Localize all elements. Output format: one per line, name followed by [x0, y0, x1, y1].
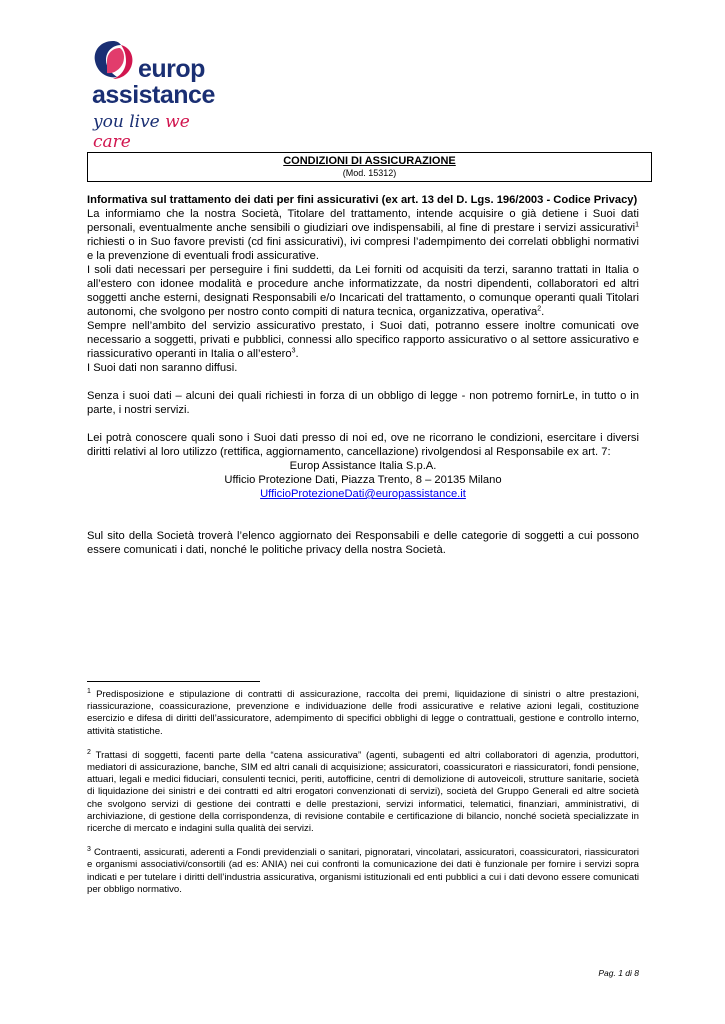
footnote-3-text: Contraenti, assicurati, aderenti a Fondi previdenziali o sanitari, pignoratari, vincolatari, assicuratori, coassicuratori, riassicuratori e organismi associativi/consortili (ad es: ANIA) nei cui confronti la comunicazione dei dati è funzionale per fornire i servizi sopra indicati e per tutelare i diritti dell’industria assicurativa, organismi istituzionali ed enti pubblici a cui i dati devono essere comunicati per obbligo normativo. [87, 847, 639, 895]
paragraph-4: I Suoi dati non saranno diffusi. [87, 362, 238, 374]
company-logo [88, 38, 218, 152]
footnote-1 [87, 689, 639, 738]
paragraph-6: Lei potrà conoscere quali sono i Suoi dati presso di noi ed, ove ne ricorrano le condizioni, esercitare i diversi diritti relativi al loro utilizzo (rettifica, aggiornamento, cancellazione) rivolgendosi al Responsabile ex art. 7: [87, 432, 639, 458]
footnote-2-text: Trattasi di soggetti, facenti parte della “catena assicurativa” (agenti, subagenti ed altri collaboratori di agenzia, produttori, mediatori di assicurazione, banche, SIM ed altri canali di acquisizione; assicuratori, coassicuratori e riassicuratori, fondi pensione, attuari, legali e medici fiduciari, consulenti tecnici, periti, autofficine, centri di demolizione di autoveicoli, strutture sanitarie, società di liquidazione dei sinistri e dei contratti ed altri erogatori convenzionati di servizi), società del Gruppo Generali ed altre società che svolgono servizi di gestione dei contratti e delle prestazioni, servizi informatici, telematici, finanziari, amministrativi, di archiviazione, di gestione della corrispondenza, di revisione contabile e certificazione di bilancio, nonché società specializzate in ricerche di mercato e indagini sulla qualità dei servizi. [87, 749, 639, 835]
paragraph-1 [87, 207, 639, 263]
footnotes [87, 689, 639, 908]
document-model-code: (Mod. 15312) [342, 168, 397, 178]
paragraph-2 [87, 263, 639, 319]
email-link[interactable]: UfficioProtezioneDati@europassistance.it [260, 488, 466, 500]
email-paragraph [87, 487, 639, 501]
page-number: Pag. 1 di 8 [598, 968, 639, 978]
paragraph-3-text-b: . [295, 348, 299, 360]
footnote-2-number: 2 [87, 748, 91, 756]
footnote-ref-2: 2 [537, 305, 542, 313]
main-content [87, 193, 639, 557]
footnote-1-number: 1 [87, 687, 91, 695]
paragraph-3-text-a: Sempre nell’ambito del servizio assicurativo prestato, i Suoi dati, potranno essere inoltre comunicati ove necessario a soggetti, privati e pubblici, connessi allo specifico rapporto assicurativo o al settore assicurativo e riassicurativo operanti in Italia o all’estero [87, 320, 639, 360]
document-title: CONDIZIONI DI ASSICURAZIONE [283, 155, 456, 167]
logo-emblem-icon [91, 39, 135, 85]
paragraph-2-text-b: . [541, 306, 545, 318]
footnote-separator [87, 681, 260, 682]
paragraph-5: Senza i suoi dati – alcuni dei quali richiesti in forza di un obbligo di legge - non potremo fornirLe, in tutto o in parte, i nostri servizi. [87, 390, 639, 416]
footnote-ref-3: 3 [291, 347, 296, 355]
paragraph-1-text-b: richiesti o in Suo favore previsti (cd fini assicurativi), ivi compresi l’adempimento dei correlati obblighi normativi e la prevenzione di eventuali frodi assicurative. [87, 236, 639, 262]
footnote-3-number: 3 [87, 846, 91, 854]
logo-tagline [93, 112, 218, 152]
footnote-1-text: Predisposizione e stipulazione di contratti di assicurazione, raccolta dei premi, liquidazione di sinistri o altre prestazioni, riassicurazione, coassicurazione, prevenzione e individuazione delle frodi assicurative e relative azioni legali, costituzione esercizio e difesa di diritti dell’assicuratore, adempimento di specifici obblighi di legge o contrattuali, gestione e controllo interno, attività statistiche. [87, 689, 639, 737]
footnote-3 [87, 847, 639, 896]
footnote-2 [87, 750, 639, 835]
section-heading: Informativa sul trattamento dei dati per fini assicurativi (ex art. 13 del D. Lgs. 196/2003 - Codice Privacy) [87, 194, 638, 206]
address-company: Europ Assistance Italia S.p.A. [289, 460, 437, 472]
tagline-part-b: we care [93, 112, 190, 152]
tagline-part-a: you live [93, 112, 166, 132]
footnote-ref-1: 1 [635, 221, 639, 229]
paragraph-7: Sul sito della Società troverà l’elenco aggiornato dei Responsabili e delle categorie di soggetti a cui possono essere comunicati i dati, nonché le politiche privacy della nostra Società. [87, 530, 639, 556]
address-office: Ufficio Protezione Dati, Piazza Trento, 8 – 20135 Milano [224, 474, 502, 486]
paragraph-3 [87, 319, 639, 361]
title-box [87, 152, 652, 182]
logo-word-assistance: assistance [92, 81, 215, 109]
paragraph-2-text-a: I soli dati necessari per perseguire i fini suddetti, da Lei forniti od acquisiti da terzi, saranno trattati in Italia o all’estero con idonee modalità e procedure anche informatizzate, da nostri dipendenti, collaboratori ed altri soggetti anche esterni, designati Responsabili e/o Incaricati del trattamento, o comunque operanti quali Titolari autonomi, che svolgono per nostro conto compiti di natura tecnica, organizzativa, operativa [87, 264, 639, 318]
paragraph-1-text-a: La informiamo che la nostra Società, Titolare del trattamento, intende acquisire o già detiene i Suoi dati personali, eventualmente anche sensibili o giudiziari ove indispensabili, al fine di prestare i servizi assicurativi [87, 208, 639, 234]
logo-word-europ: europ [138, 55, 205, 83]
